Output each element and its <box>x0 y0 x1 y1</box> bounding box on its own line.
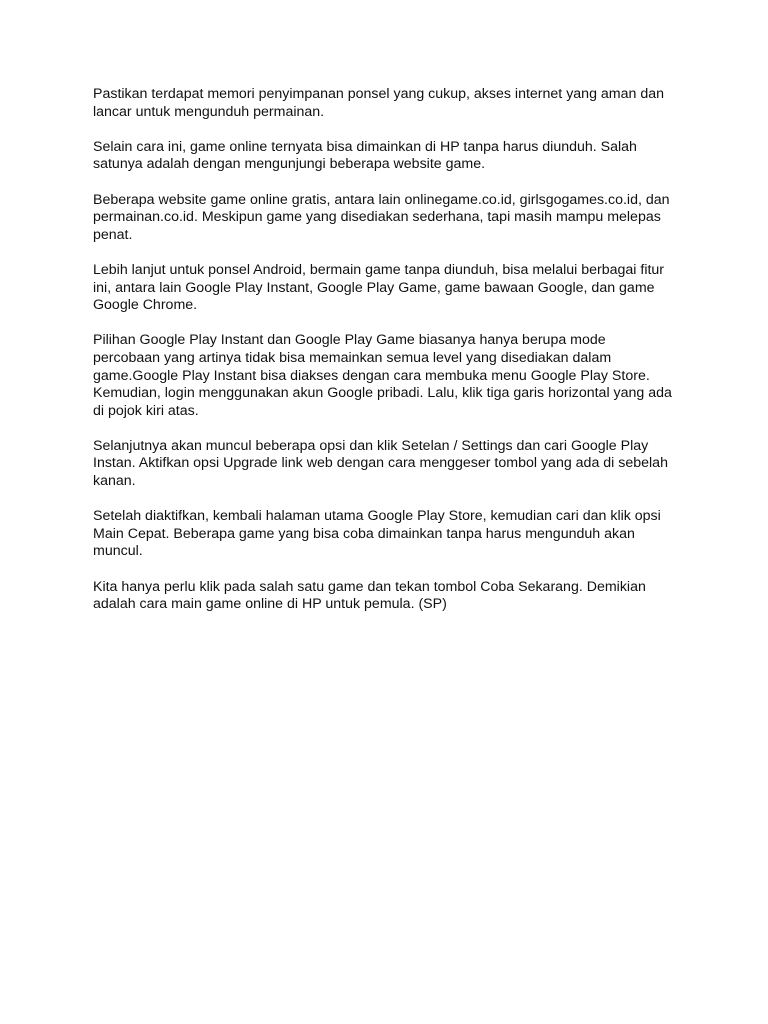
paragraph: Pilihan Google Play Instant dan Google Play Game biasanya hanya berupa mode percobaan yang artinya tidak bisa memainkan semua level yang disediakan dalam game.Google Play Instant bisa diakses dengan cara membuka menu Google Play Store. Kemudian, login menggunakan akun Google pribadi. Lalu, klik tiga garis horizontal yang ada di pojok kiri atas. <box>93 332 672 419</box>
paragraph: Selain cara ini, game online ternyata bisa dimainkan di HP tanpa harus diunduh. Salah satunya adalah dengan mengunjungi beberapa website game. <box>93 138 637 173</box>
paragraph: Kita hanya perlu klik pada salah satu game dan tekan tombol Coba Sekarang. Demikian adalah cara main game online di HP untuk pemula. (SP) <box>93 578 646 613</box>
paragraph: Pastikan terdapat memori penyimpanan ponsel yang cukup, akses internet yang aman dan lancar untuk mengunduh permainan. <box>93 86 664 120</box>
paragraph: Beberapa website game online gratis, antara lain onlinegame.co.id, girlsgogames.co.id, dan permainan.co.id. Meskipun game yang disediakan sederhana, tapi masih mampu melepas penat. <box>93 191 670 243</box>
paragraph: Setelah diaktifkan, kembali halaman utama Google Play Store, kemudian cari dan klik opsi Main Cepat. Beberapa game yang bisa coba dimainkan tanpa harus mengunduh akan muncul. <box>93 508 661 560</box>
document-body <box>93 86 683 614</box>
paragraph: Lebih lanjut untuk ponsel Android, bermain game tanpa diunduh, bisa melalui berbagai fitur ini, antara lain Google Play Instant, Google Play Game, game bawaan Google, dan game Google Chrome. <box>93 261 665 314</box>
paragraph: Selanjutnya akan muncul beberapa opsi dan klik Setelan / Settings dan cari Google Play Instan. Aktifkan opsi Upgrade link web dengan cara menggeser tombol yang ada di sebelah kanan. <box>93 437 668 490</box>
